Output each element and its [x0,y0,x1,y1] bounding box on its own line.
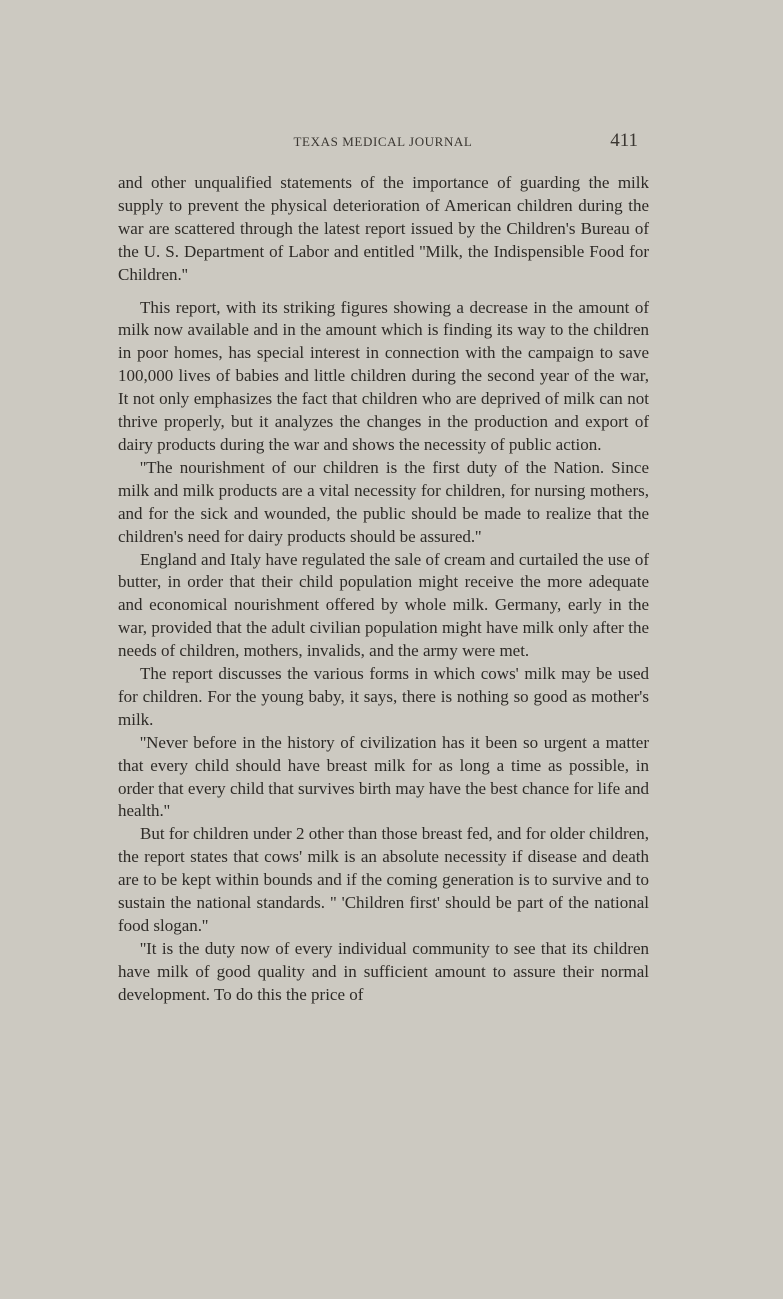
paragraph-6: ''Never before in the history of civilization has it been so urgent a matter that every child should have breast milk for as long a time as possible, in order that every child that survives birth may have the best chance for life and health.'' [118,732,649,821]
article-body [118,172,649,1007]
page-number: 411 [610,130,638,151]
paragraph-5: The report discusses the various forms in which cows' milk may be used for children. For the young baby, it says, there is nothing so good as mother's milk. [118,664,649,729]
paragraph-3: ''The nourishment of our children is the first duty of the Nation. Since milk and milk products are a vital necessity for children, for nursing mothers, and for the sick and wounded, the public should be made to realize that the children's need for dairy products should be assured.'' [118,457,649,546]
paragraph-4: England and Italy have regulated the sale of cream and curtailed the use of butter, in order that their child population might receive the more adequate and economical nourishment offered by whole milk. Germany, early in the war, provided that the adult civilian population might have milk only after the needs of children, mothers, invalids, and the army were met. [118,549,649,661]
paragraph-8: ''It is the duty now of every individual community to see that its children have milk of good quality and in sufficient amount to assure their normal development. To do this the price of [118,938,649,1004]
paragraph-2: This report, with its striking figures showing a decrease in the amount of milk now available and in the amount which is finding its way to the children in poor homes, has special interest in connection with the campaign to save 100,000 lives of babies and little children during the second year of the war, It not only emphasizes the fact that children who are deprived of milk can not thrive properly, but it analyzes the changes in the production and export of dairy products during the war and shows the necessity of public action. [118,297,649,454]
page-header [118,130,648,154]
paragraph-1: and other unqualified statements of the importance of guarding the milk supply to prevent the physical deterioration of American children during the war are scattered through the latest report issued by the Children's Bureau of the U. S. Department of Labor and entitled ''Milk, the Indispensible Food for Children.'' [118,173,649,284]
running-head: TEXAS MEDICAL JOURNAL [293,134,473,149]
paragraph-7: But for children under 2 other than those breast fed, and for older children, the report states that cows' milk is an absolute necessity if disease and death are to be kept within bounds and if the coming generation is to survive and to sustain the national standards. '' 'Children first' should be part of the national food slogan.'' [118,824,649,935]
